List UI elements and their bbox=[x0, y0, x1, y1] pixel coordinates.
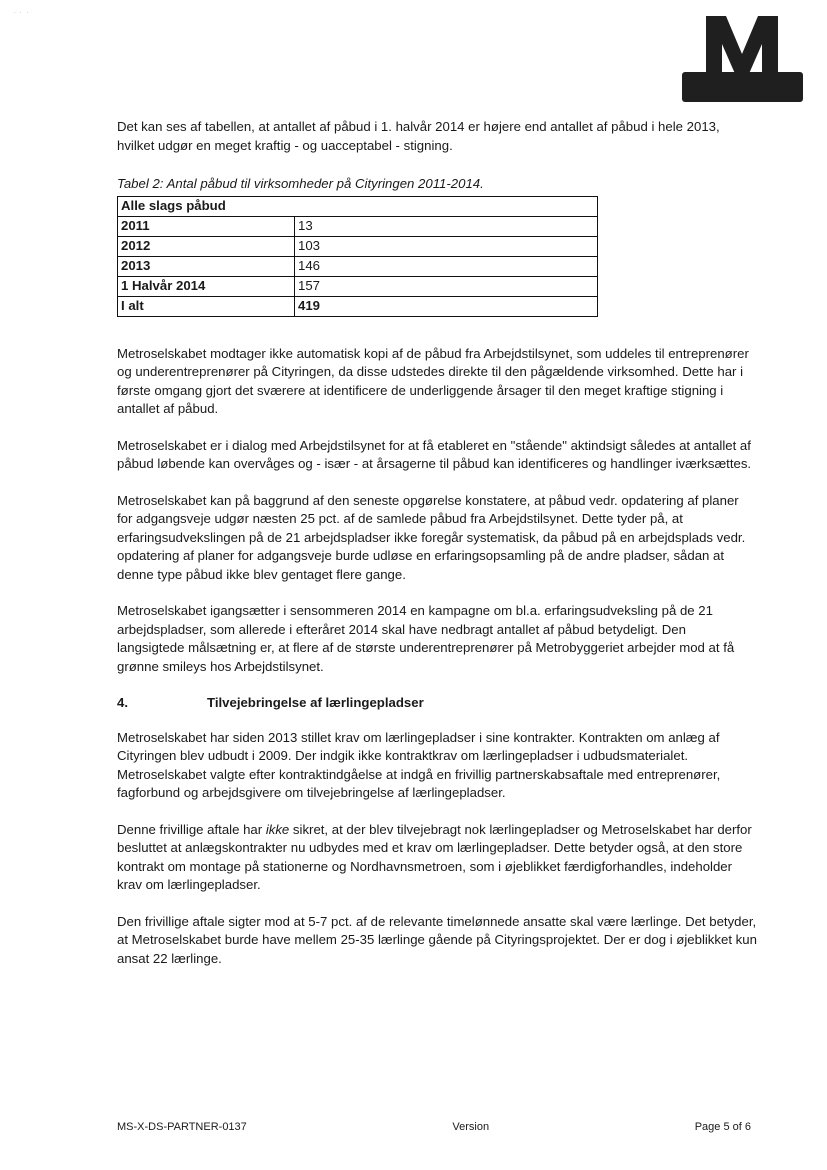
row-label: I alt bbox=[118, 296, 295, 316]
page-footer bbox=[117, 1121, 751, 1133]
row-value: 146 bbox=[295, 256, 598, 276]
intro-paragraph: Det kan ses af tabellen, at antallet af påbud i 1. halvår 2014 er højere end antallet af påbud i hele 2013, hvilket udgør en meget kraftig - og uacceptabel - stigning. bbox=[117, 119, 720, 153]
table-header: Alle slags påbud bbox=[118, 196, 598, 216]
table-row-total bbox=[118, 296, 598, 316]
paragraph: Metroselskabet har siden 2013 stillet krav om lærlingepladser i sine kontrakter. Kontrakten om anlæg af Cityringen blev udbudt i 2009. Der indgik ikke kontraktkrav om lærlingepladser i udbudsmaterialet. Metroselskabet valgte efter kontraktindgåelse at indgå en frivillig partnerskabsaftale med entreprenører, fagforbund og arbejdsgivere om tilvejebringelse af lærlingepladser. bbox=[117, 729, 721, 800]
metro-logo-icon bbox=[682, 14, 803, 104]
paragraph: Metroselskabet er i dialog med Arbejdstilsynet for at få etableret en "stående" aktindsigt således at antallet af påbud løbende kan overvåges og - især - at årsagerne til påbud kan identificeres og handlinger iværksættes. bbox=[117, 437, 752, 471]
paragraph bbox=[117, 821, 757, 895]
row-label: 2013 bbox=[118, 256, 295, 276]
paragraph: Metroselskabet modtager ikke automatisk kopi af de påbud fra Arbejdstilsynet, som uddeles til entreprenører og underentreprenører på Cityringen, da disse udstedes direkte til den pågældende virksomhed. Dette har i første omgang gjort det sværere at identificere de underliggende årsager til den meget kraftige stigning i antallet af påbud. bbox=[117, 345, 749, 416]
table-row bbox=[118, 216, 598, 236]
page-number: Page 5 of 6 bbox=[694, 1121, 751, 1133]
paragraph: Den frivillige aftale sigter mod at 5-7 pct. af de relevante timelønnede ansatte skal være lærlinge. Det betyder, at Metroselskabet burde have mellem 25-35 lærlinge gående på Cityringsprojektet. Der er dog i øjeblikket kun ansat 22 lærlinge. bbox=[117, 913, 757, 966]
table-row bbox=[118, 276, 598, 296]
version-label: Version bbox=[452, 1121, 490, 1133]
paragraph: Metroselskabet kan på baggrund af den seneste opgørelse konstatere, at påbud vedr. opdatering af planer for adgangsveje udgør næsten 25 pct. af de samlede påbud fra Arbejdstilsynet. Dette tyder på, at erfaringsudvekslingen på de 21 arbejdspladser ikke foregår systematisk, da påbud på en arbejdsplads vedr. opdatering af planer for adgangsveje burde udløse en erfaringsopsamling på de andre pladser, sådan at denne type påbud ikke blev gentaget flere gange. bbox=[117, 492, 746, 582]
emphasis: ikke bbox=[265, 821, 290, 837]
row-label: 2012 bbox=[118, 236, 295, 256]
row-label: 1 Halvår 2014 bbox=[118, 276, 295, 296]
document-body bbox=[117, 118, 757, 986]
table-caption: Tabel 2: Antal påbud til virksomheder på Cityringen 2011-2014. bbox=[117, 176, 484, 191]
text-span: sikret, at der blev tilvejebragt nok lærlingepladser og Metroselskabet har derfor besluttet at anlægskontrakter nu udbydes med et krav om lærlingepladser. Dette betyder også, at den store kontrakt om montage på stationerne og Nordhavnsmetroen, som i øjeblikket færdigforhandles, indeholder krav om lærlingepladser. bbox=[117, 821, 752, 892]
row-value: 419 bbox=[295, 296, 598, 316]
row-value: 13 bbox=[295, 216, 598, 236]
table-row bbox=[118, 236, 598, 256]
document-id: MS-X-DS-PARTNER-0137 bbox=[117, 1121, 247, 1133]
text-span: Denne frivillige aftale har bbox=[117, 821, 266, 837]
row-value: 103 bbox=[295, 236, 598, 256]
table-row bbox=[118, 256, 598, 276]
table-header-row bbox=[118, 196, 598, 216]
row-value: 157 bbox=[295, 276, 598, 296]
section-title: Tilvejebringelse af lærlingepladser bbox=[207, 695, 424, 710]
orders-table bbox=[117, 196, 598, 317]
paragraph: Metroselskabet igangsætter i sensommeren 2014 en kampagne om bl.a. erfaringsudveksling på de 21 arbejdspladser, som allerede i efteråret 2014 skal have nedbragt antallet af påbud betydeligt. Den langsigtede målsætning er, at flere af de største underentreprenører på Metrobyggeriet arbejder mod at få grønne smileys hos Arbejdstilsynet. bbox=[117, 603, 735, 674]
section-heading bbox=[117, 694, 757, 713]
row-label: 2011 bbox=[118, 216, 295, 236]
section-number: 4. bbox=[117, 695, 128, 710]
scan-specks: · · · bbox=[14, 10, 29, 16]
